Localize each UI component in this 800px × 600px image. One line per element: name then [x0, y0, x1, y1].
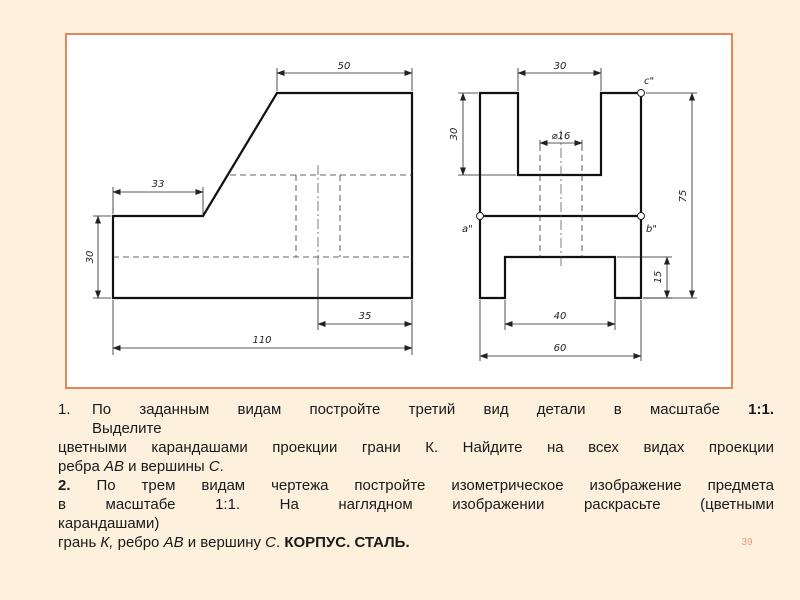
vertex-a-point [477, 213, 484, 220]
task-item-1-line-3: ребра АВ и вершины С. [58, 458, 224, 475]
dim-front-step: 33 [151, 179, 165, 190]
side-view [449, 61, 697, 361]
task-item-1-first-line [58, 400, 774, 419]
task-item-1-line-1-cont: Выделите [92, 420, 162, 437]
dim-front-total: 110 [252, 335, 272, 346]
dim-front-left: 30 [85, 250, 96, 264]
vertex-c-label: c" [644, 76, 655, 87]
dim-side-bottom-height: 15 [653, 270, 664, 284]
task-item-2-line-4: грань К, ребро АВ и вершину С. КОРПУС. СТАЛЬ. [58, 534, 410, 551]
task-item-2-line-2: в масштабе 1:1. На наглядном изображении раскрасьте (цветными [58, 496, 774, 513]
side-view-lower-outline [480, 216, 641, 298]
dim-side-total-width: 60 [553, 343, 567, 354]
task-item-1-line-2: цветными карандашами проекции грани К. Найдите на всех видах проекции [58, 439, 774, 456]
vertex-b-label: b" [646, 224, 657, 235]
dim-side-total-height: 75 [678, 189, 689, 203]
vertex-b-point [638, 213, 645, 220]
dim-front-slot: 35 [358, 311, 372, 322]
task-item-2-line-3: карандашами) [58, 515, 160, 532]
front-view-outline [113, 93, 412, 298]
task-text [58, 400, 774, 552]
dim-side-hole: ⌀16 [551, 131, 571, 142]
vertex-a-label: a" [462, 224, 473, 235]
front-view [85, 61, 412, 355]
dim-front-top: 50 [337, 61, 351, 72]
side-view-upper-outline [480, 93, 641, 216]
task-item-2-line-1: 2. По трем видам чертежа постройте изометрическое изображение предмета [58, 477, 774, 494]
dim-side-slot-depth: 30 [449, 127, 460, 141]
dim-side-top-slot: 30 [553, 61, 567, 72]
dim-side-bottom-slot: 40 [553, 311, 567, 322]
page-number: 39 [741, 537, 753, 548]
task-item-1-number: 1. [58, 401, 71, 418]
task-item-1-line-1: По заданным видам постройте третий вид детали в масштабе 1:1. [92, 401, 774, 418]
vertex-c-point [638, 90, 645, 97]
